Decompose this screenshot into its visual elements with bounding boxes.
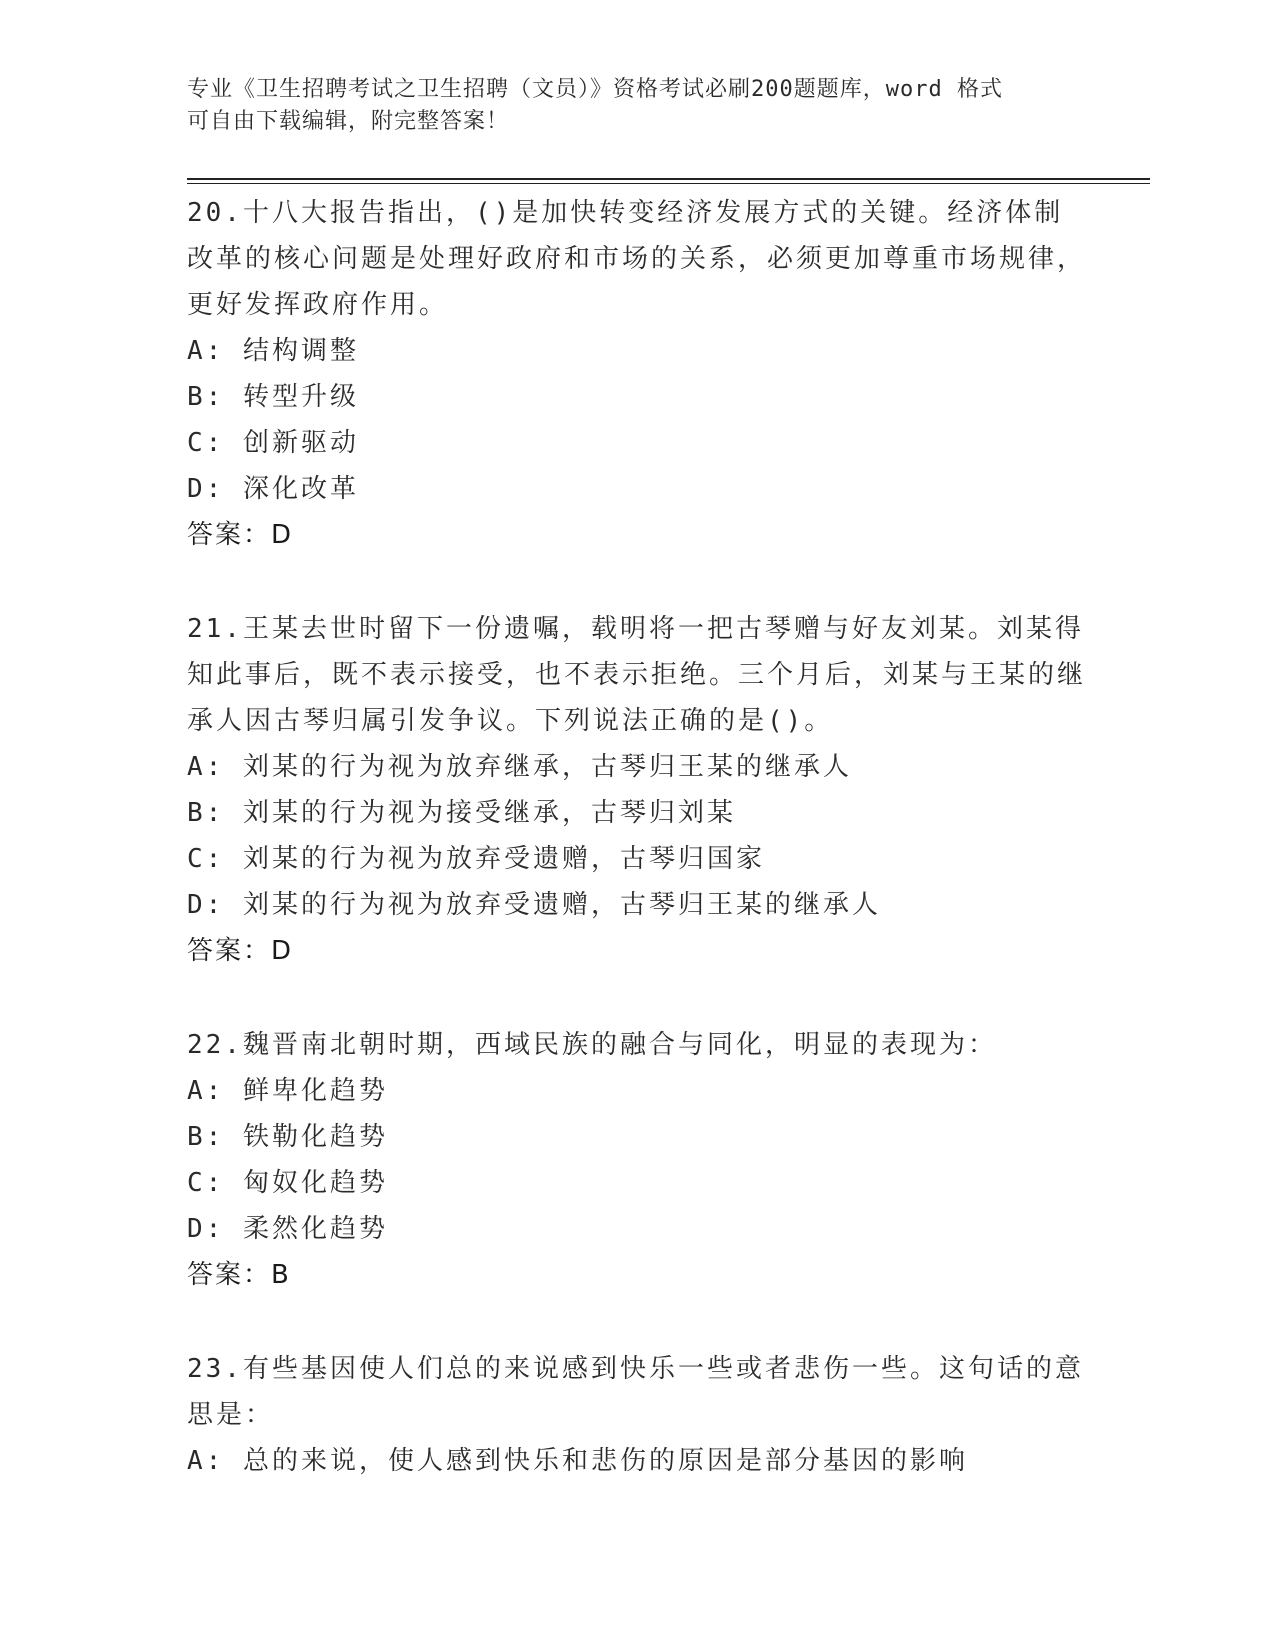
question-list: [187, 190, 1087, 1484]
question-stem: 21.王某去世时留下一份遗嘱，载明将一把古琴赠与好友刘某。刘某得知此事后，既不表示接受，也不表示拒绝。三个月后，刘某与王某的继承人因古琴归属引发争议。下列说法正确的是()。: [187, 614, 1087, 736]
answer: 答案：D: [187, 520, 294, 550]
question-22: [187, 1022, 1087, 1298]
header-line-1: 专业《卫生招聘考试之卫生招聘（文员）》资格考试必刷200题题库，word 格式: [187, 77, 1003, 102]
option-d: D: 深化改革: [187, 474, 359, 504]
option-c: C: 创新驱动: [187, 428, 359, 458]
question-stem: 22.魏晋南北朝时期，西域民族的融合与同化，明显的表现为：: [187, 1030, 997, 1060]
header-divider: [187, 178, 1150, 180]
option-a: A: 结构调整: [187, 336, 359, 366]
option-b: B: 铁勒化趋势: [187, 1122, 388, 1152]
option-b: B: 刘某的行为视为接受继承，古琴归刘某: [187, 798, 736, 828]
option-a: A: 刘某的行为视为放弃继承，古琴归王某的继承人: [187, 752, 852, 782]
question-stem: 23.有些基因使人们总的来说感到快乐一些或者悲伤一些。这句话的意思是：: [187, 1354, 1084, 1430]
option-a: A: 鲜卑化趋势: [187, 1076, 388, 1106]
option-a: A: 总的来说，使人感到快乐和悲伤的原因是部分基因的影响: [187, 1446, 968, 1476]
question-20: [187, 190, 1087, 558]
spacer: [187, 558, 1087, 606]
option-d: D: 柔然化趋势: [187, 1214, 388, 1244]
option-c: C: 刘某的行为视为放弃受遗赠，古琴归国家: [187, 844, 765, 874]
answer: 答案：B: [187, 1260, 291, 1290]
document-header: [187, 74, 1087, 138]
answer: 答案：D: [187, 936, 294, 966]
option-c: C: 匈奴化趋势: [187, 1168, 388, 1198]
question-23: [187, 1346, 1087, 1484]
question-21: [187, 606, 1087, 974]
option-d: D: 刘某的行为视为放弃受遗赠，古琴归王某的继承人: [187, 890, 881, 920]
spacer: [187, 974, 1087, 1022]
header-line-2: 可自由下载编辑，附完整答案！: [187, 109, 510, 134]
question-stem: 20.十八大报告指出，()是加快转变经济发展方式的关键。经济体制改革的核心问题是处理好政府和市场的关系，必须更加尊重市场规律，更好发挥政府作用。: [187, 198, 1087, 320]
option-b: B: 转型升级: [187, 382, 359, 412]
spacer: [187, 1298, 1087, 1346]
header-divider-thin: [187, 183, 1150, 184]
